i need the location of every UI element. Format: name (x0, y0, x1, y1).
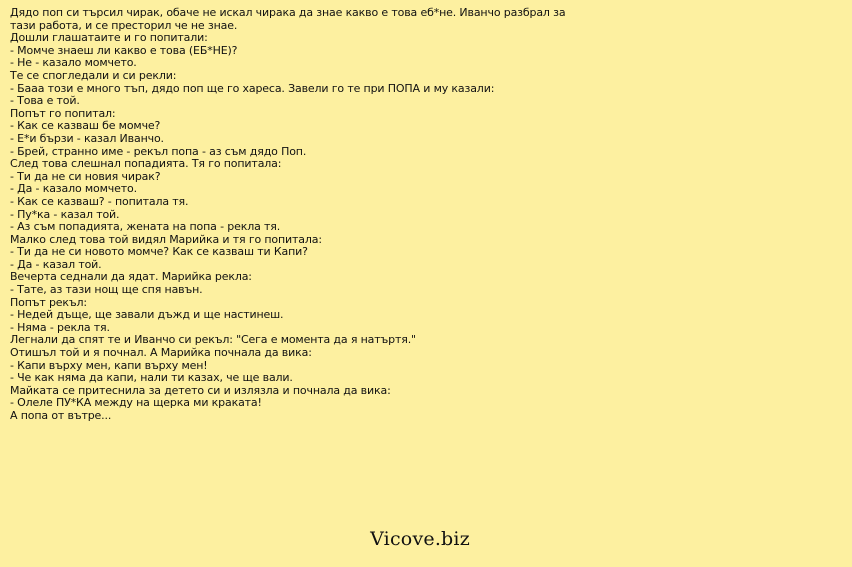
joke-line: Майката се притеснила за детето си и излязла и почнала да вика: (10, 383, 391, 397)
joke-line: - Олеле ПУ*КА между на щерка ми краката! (10, 396, 262, 410)
joke-line: Дядо поп си търсил чирак, обаче не искал чирака да знае какво е това еб*не. Иванчо разбрал за тази работа, и се престорил че не знае. (10, 6, 566, 32)
joke-line: Малко след това той видял Марийка и тя го попитала: (10, 232, 322, 246)
joke-line: - Да - казал той. (10, 257, 102, 271)
joke-line: - Как се казваш бе момче? (10, 119, 161, 133)
joke-line: - Пу*ка - казал той. (10, 207, 120, 221)
joke-line: - Няма - рекла тя. (10, 320, 110, 334)
joke-line: - Това е той. (10, 94, 80, 108)
joke-line: След това слешнал попадията. Тя го попитала: (10, 157, 282, 171)
joke-line: - Брей, странно име - рекъл попа - аз съм дядо Поп. (10, 144, 307, 158)
joke-line: Отишъл той и я почнал. А Марийка почнала да вика: (10, 346, 312, 360)
joke-line: Вечерта седнали да ядат. Марийка рекла: (10, 270, 252, 284)
joke-line: - Не - казало момчето. (10, 56, 137, 70)
joke-line: - Недей дъще, ще завали дъжд и ще настинеш. (10, 308, 284, 322)
site-watermark: Vicove.biz (370, 528, 470, 550)
joke-line: - Че как няма да капи, нали ти казах, че ще вали. (10, 371, 293, 385)
joke-line: Попът го попитал: (10, 106, 116, 120)
joke-line: Попът рекъл: (10, 295, 87, 309)
joke-line: - Момче знаеш ли какво е това (ЕБ*НЕ)? (10, 43, 238, 57)
joke-line: - Ти да не си новия чирак? (10, 169, 161, 183)
joke-line: - Бааа този е много тъп, дядо поп ще го хареса. Завели го те при ПОПА и му казали: (10, 81, 495, 95)
joke-line: Дошли глашатаите и го попитали: (10, 31, 208, 45)
joke-line: - Е*и бързи - казал Иванчо. (10, 131, 164, 145)
joke-line: - Капи върху мен, капи върху мен! (10, 358, 208, 372)
joke-line: - Как се казваш? - попитала тя. (10, 194, 189, 208)
joke-line: - Да - казало момчето. (10, 182, 137, 196)
joke-line: А попа от вътре... (10, 409, 112, 422)
joke-line: Легнали да спят те и Иванчо си рекъл: "Сега е момента да я натъртя." (10, 333, 416, 347)
joke-line: - Тате, аз тази нощ ще спя навън. (10, 283, 203, 297)
joke-line: - Ти да не си новото момче? Как се казваш ти Капи? (10, 245, 308, 259)
joke-line: - Аз съм попадията, жената на попа - рекла тя. (10, 220, 281, 234)
joke-line: Те се спогледали и си рекли: (10, 68, 177, 82)
joke-text-block (10, 7, 590, 423)
